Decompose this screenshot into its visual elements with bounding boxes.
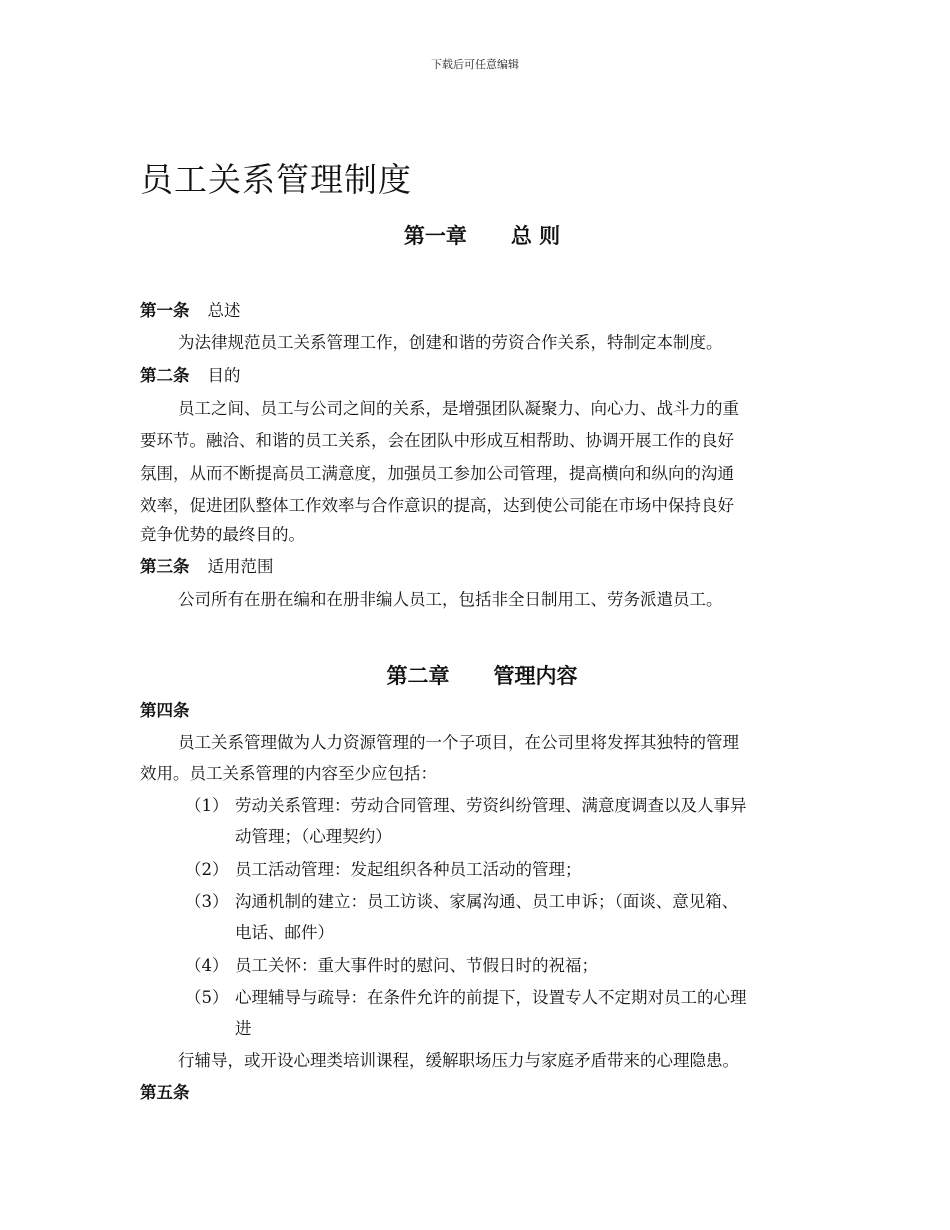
document-title: 员工关系管理制度 bbox=[140, 160, 412, 199]
article-2-text-line-1: 员工之间、员工与公司之间的关系，是增强团队凝聚力、向心力、战斗力的重 bbox=[178, 399, 739, 418]
article-3-heading bbox=[140, 555, 830, 579]
article-2-text-line-2: 要环节。融洽、和谐的员工关系，会在团队中形成互相帮助、协调开展工作的良好 bbox=[140, 431, 734, 450]
list-item-5-number: （5） bbox=[185, 988, 229, 1007]
article-2-title: 目的 bbox=[207, 366, 241, 385]
article-1-text: 为法律规范员工关系管理工作，创建和谐的劳资合作关系，特制定本制度。 bbox=[178, 333, 723, 352]
article-1-title: 总述 bbox=[207, 301, 241, 320]
article-4-tail-text: 行辅导，或开设心理类培训课程，缓解职场压力与家庭矛盾带来的心理隐患。 bbox=[178, 1051, 739, 1070]
list-item-1-number: （1） bbox=[185, 796, 229, 815]
article-1-label: 第一条 bbox=[140, 301, 190, 320]
page-header: 下载后可任意编辑 bbox=[431, 58, 519, 71]
article-1-heading bbox=[140, 299, 830, 323]
list-item-4-text: 员工关怀：重大事件时的慰问、节假日时的祝福； bbox=[235, 956, 598, 975]
article-3-label: 第三条 bbox=[140, 557, 190, 576]
article-2-text-line-5: 竞争优势的最终目的。 bbox=[140, 525, 305, 544]
list-item-2-number: （2） bbox=[185, 860, 229, 879]
list-item-3-text-line-2: 电话、邮件） bbox=[235, 923, 334, 942]
list-item-5-text-line-2: 进 bbox=[235, 1019, 252, 1038]
article-2-text-line-3: 氛围，从而不断提高员工满意度，加强员工参加公司管理，提高横向和纵向的沟通 bbox=[140, 464, 734, 483]
article-5-label: 第五条 bbox=[140, 1083, 190, 1102]
list-item-3-text-line-1: 沟通机制的建立：员工访谈、家属沟通、员工申诉；（面谈、意见箱、 bbox=[235, 892, 739, 911]
article-2-text-line-4: 效率，促进团队整体工作效率与合作意识的提高，达到使公司能在市场中保持良好 bbox=[140, 496, 734, 515]
list-item-2-text: 员工活动管理：发起组织各种员工活动的管理； bbox=[235, 860, 582, 879]
chapter-1-heading bbox=[7, 220, 950, 250]
list-item-5-text-line-1: 心理辅导与疏导：在条件允许的前提下，设置专人不定期对员工的心理 bbox=[235, 988, 747, 1007]
list-item-3-number: （3） bbox=[185, 892, 229, 911]
article-3-title: 适用范围 bbox=[207, 557, 274, 576]
article-2-label: 第二条 bbox=[140, 366, 190, 385]
chapter-1-name: 总 则 bbox=[510, 224, 561, 248]
chapter-2-name: 管理内容 bbox=[493, 664, 578, 688]
article-4-text-line-1: 员工关系管理做为人力资源管理的一个子项目，在公司里将发挥其独特的管理 bbox=[178, 733, 739, 752]
article-5-heading bbox=[140, 1081, 830, 1105]
list-item-1-text-line-1: 劳动关系管理：劳动合同管理、劳资纠纷管理、满意度调查以及人事异 bbox=[235, 796, 747, 815]
list-item-4-number: （4） bbox=[185, 956, 229, 975]
article-3-text: 公司所有在册在编和在册非编人员工，包括非全日制用工、劳务派遣员工。 bbox=[178, 590, 723, 609]
article-4-label: 第四条 bbox=[140, 701, 190, 720]
article-2-heading bbox=[140, 364, 830, 388]
chapter-2-label: 第二章 bbox=[386, 664, 450, 688]
article-4-heading bbox=[140, 699, 830, 723]
chapter-1-label: 第一章 bbox=[403, 224, 467, 248]
chapter-2-heading bbox=[7, 660, 950, 690]
list-item-1-text-line-2: 动管理；（心理契约） bbox=[235, 827, 392, 846]
article-4-text-line-2: 效用。员工关系管理的内容至少应包括： bbox=[140, 764, 437, 783]
